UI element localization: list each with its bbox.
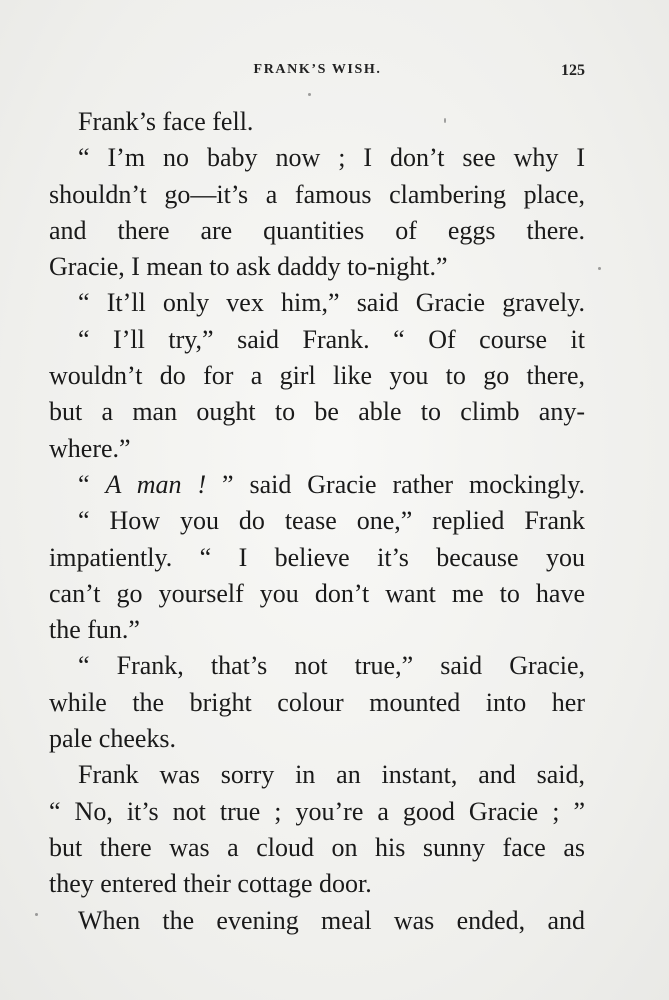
text-line: while the bright colour mounted into her bbox=[49, 687, 585, 717]
paper-speck bbox=[444, 118, 446, 123]
text-line: impatiently. “ I believe it’s because you bbox=[49, 542, 585, 572]
text-line: Frank was sorry in an instant, and said, bbox=[78, 760, 585, 790]
text-line: but there was a cloud on his sunny face as bbox=[49, 832, 585, 862]
running-title: FRANK’S WISH. bbox=[253, 62, 382, 77]
text-line: wouldn’t do for a girl like you to go there, bbox=[49, 361, 585, 391]
text-line: shouldn’t go—it’s a famous clambering place, bbox=[49, 179, 585, 209]
text-line: and there are quantities of eggs there. bbox=[49, 215, 585, 245]
text-line: “ It’ll only vex him,” said Gracie gravely. bbox=[78, 288, 585, 318]
paper-speck bbox=[308, 93, 311, 96]
text-line: “ No, it’s not true ; you’re a good Gracie ; ” bbox=[49, 796, 585, 826]
text-line: the fun.” bbox=[49, 615, 140, 645]
text-line-italic bbox=[49, 467, 585, 503]
italic-phrase: A man ! bbox=[105, 469, 207, 499]
body-text bbox=[49, 104, 585, 939]
text-line: “ Frank, that’s not true,” said Gracie, bbox=[78, 651, 585, 681]
running-head bbox=[50, 62, 585, 86]
text-line: “ How you do tease one,” replied Frank bbox=[78, 506, 585, 536]
text-line: can’t go yourself you don’t want me to have bbox=[49, 578, 585, 608]
text-line: Frank’s face fell. bbox=[78, 107, 254, 136]
text-line: When the evening meal was ended, and bbox=[78, 905, 585, 935]
italic-line-text: “ A man ! ” said Gracie rather mockingly. bbox=[78, 469, 585, 499]
paper-speck bbox=[598, 267, 601, 270]
text-line: pale cheeks. bbox=[49, 724, 177, 754]
text-line: but a man ought to be able to climb any- bbox=[49, 397, 585, 427]
text-line: Gracie, I mean to ask daddy to-night.” bbox=[49, 252, 448, 282]
text-line: “ I’m no baby now ; I don’t see why I bbox=[78, 143, 585, 173]
text-line: where.” bbox=[49, 433, 131, 463]
page-number: 125 bbox=[561, 62, 585, 79]
text-line: “ I’ll try,” said Frank. “ Of course it bbox=[78, 324, 585, 354]
text-line: they entered their cottage door. bbox=[49, 869, 372, 899]
paper-speck bbox=[35, 913, 38, 916]
